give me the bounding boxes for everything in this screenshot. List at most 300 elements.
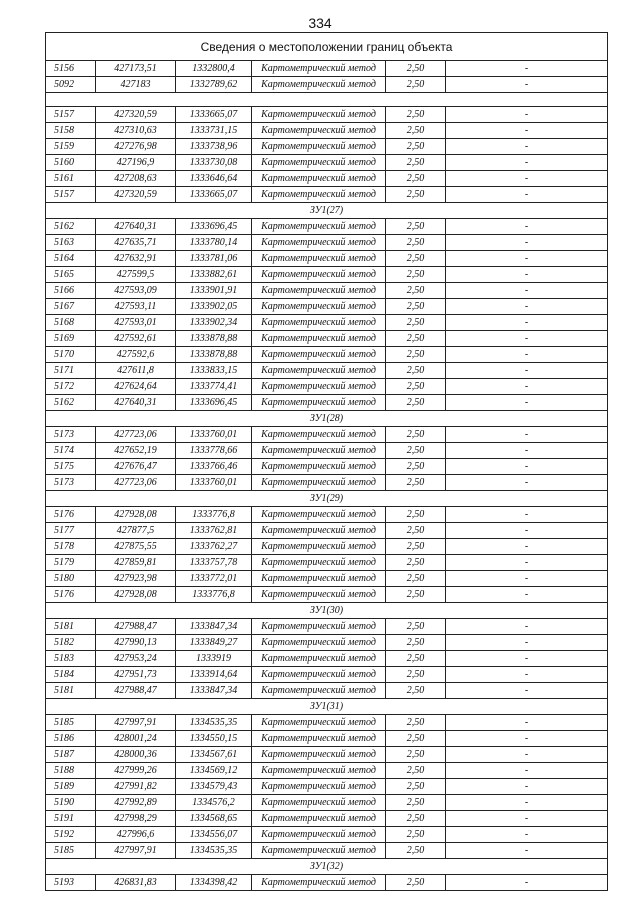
method-cell: Картометрический метод: [252, 107, 386, 123]
x-coordinate-cell: 427923,98: [96, 571, 176, 587]
accuracy-cell: 2,50: [386, 61, 446, 77]
x-coordinate-cell: 427635,71: [96, 235, 176, 251]
table-row: [46, 715, 608, 731]
method-cell: Картометрический метод: [252, 827, 386, 843]
note-cell: -: [446, 667, 608, 683]
table-row: [46, 587, 608, 603]
y-coordinate-cell: 1333738,96: [176, 139, 252, 155]
table-title-row: [46, 33, 608, 61]
x-coordinate-cell: 427992,89: [96, 795, 176, 811]
note-cell: -: [446, 843, 608, 859]
y-coordinate-cell: 1333762,81: [176, 523, 252, 539]
note-cell: -: [446, 315, 608, 331]
table-title: Сведения о местоположении границ объекта: [46, 33, 608, 61]
note-cell: -: [446, 827, 608, 843]
accuracy-cell: 2,50: [386, 843, 446, 859]
method-cell: Картометрический метод: [252, 523, 386, 539]
method-cell: Картометрический метод: [252, 747, 386, 763]
accuracy-cell: 2,50: [386, 715, 446, 731]
point-id-cell: 5176: [46, 587, 96, 603]
x-coordinate-cell: 427208,63: [96, 171, 176, 187]
accuracy-cell: 2,50: [386, 107, 446, 123]
point-id-cell: 5186: [46, 731, 96, 747]
y-coordinate-cell: 1332789,62: [176, 77, 252, 93]
note-cell: -: [446, 61, 608, 77]
x-coordinate-cell: 427928,08: [96, 507, 176, 523]
accuracy-cell: 2,50: [386, 443, 446, 459]
x-coordinate-cell: 427624,64: [96, 379, 176, 395]
table-row: [46, 523, 608, 539]
method-cell: Картометрический метод: [252, 555, 386, 571]
accuracy-cell: 2,50: [386, 667, 446, 683]
point-id-cell: 5167: [46, 299, 96, 315]
y-coordinate-cell: 1333778,66: [176, 443, 252, 459]
accuracy-cell: 2,50: [386, 811, 446, 827]
y-coordinate-cell: 1333902,05: [176, 299, 252, 315]
method-cell: Картометрический метод: [252, 427, 386, 443]
point-id-cell: 5184: [46, 667, 96, 683]
table-row: [46, 507, 608, 523]
method-cell: Картометрический метод: [252, 77, 386, 93]
y-coordinate-cell: 1333730,08: [176, 155, 252, 171]
point-id-cell: 5190: [46, 795, 96, 811]
note-cell: -: [446, 811, 608, 827]
note-cell: -: [446, 139, 608, 155]
x-coordinate-cell: 427611,8: [96, 363, 176, 379]
y-coordinate-cell: 1333849,27: [176, 635, 252, 651]
point-id-cell: 5163: [46, 235, 96, 251]
x-coordinate-cell: 427998,29: [96, 811, 176, 827]
point-id-cell: 5183: [46, 651, 96, 667]
point-id-cell: 5170: [46, 347, 96, 363]
note-cell: -: [446, 155, 608, 171]
note-cell: -: [446, 875, 608, 891]
accuracy-cell: 2,50: [386, 219, 446, 235]
point-id-cell: 5173: [46, 475, 96, 491]
method-cell: Картометрический метод: [252, 475, 386, 491]
method-cell: Картометрический метод: [252, 331, 386, 347]
x-coordinate-cell: 427875,55: [96, 539, 176, 555]
method-cell: Картометрический метод: [252, 395, 386, 411]
accuracy-cell: 2,50: [386, 779, 446, 795]
x-coordinate-cell: 427988,47: [96, 619, 176, 635]
method-cell: Картометрический метод: [252, 61, 386, 77]
accuracy-cell: 2,50: [386, 123, 446, 139]
table-row: [46, 443, 608, 459]
method-cell: Картометрический метод: [252, 715, 386, 731]
section-header-row: [46, 203, 608, 219]
method-cell: Картометрический метод: [252, 267, 386, 283]
x-coordinate-cell: 428000,36: [96, 747, 176, 763]
y-coordinate-cell: 1333878,88: [176, 347, 252, 363]
table-row: [46, 107, 608, 123]
section-label: ЗУ1(30): [46, 603, 608, 619]
point-id-cell: 5158: [46, 123, 96, 139]
table-row: [46, 619, 608, 635]
x-coordinate-cell: 427593,11: [96, 299, 176, 315]
y-coordinate-cell: 1333776,8: [176, 587, 252, 603]
point-id-cell: 5162: [46, 219, 96, 235]
point-id-cell: 5164: [46, 251, 96, 267]
y-coordinate-cell: 1334398,42: [176, 875, 252, 891]
boundary-coordinates-table: [45, 32, 608, 891]
accuracy-cell: 2,50: [386, 651, 446, 667]
y-coordinate-cell: 1334556,07: [176, 827, 252, 843]
accuracy-cell: 2,50: [386, 347, 446, 363]
method-cell: Картометрический метод: [252, 875, 386, 891]
table-row: [46, 667, 608, 683]
method-cell: Картометрический метод: [252, 315, 386, 331]
note-cell: -: [446, 123, 608, 139]
accuracy-cell: 2,50: [386, 475, 446, 491]
x-coordinate-cell: 427593,09: [96, 283, 176, 299]
x-coordinate-cell: 427320,59: [96, 107, 176, 123]
table-row: [46, 843, 608, 859]
table-row: [46, 283, 608, 299]
y-coordinate-cell: 1333776,8: [176, 507, 252, 523]
method-cell: Картометрический метод: [252, 123, 386, 139]
table-row: [46, 379, 608, 395]
y-coordinate-cell: 1333781,06: [176, 251, 252, 267]
method-cell: Картометрический метод: [252, 731, 386, 747]
note-cell: -: [446, 299, 608, 315]
section-header-row: [46, 603, 608, 619]
x-coordinate-cell: 427183: [96, 77, 176, 93]
point-id-cell: 5176: [46, 507, 96, 523]
method-cell: Картометрический метод: [252, 683, 386, 699]
point-id-cell: 5174: [46, 443, 96, 459]
accuracy-cell: 2,50: [386, 875, 446, 891]
x-coordinate-cell: 427991,82: [96, 779, 176, 795]
table-row: [46, 171, 608, 187]
y-coordinate-cell: 1333901,91: [176, 283, 252, 299]
method-cell: Картометрический метод: [252, 235, 386, 251]
note-cell: -: [446, 235, 608, 251]
point-id-cell: 5092: [46, 77, 96, 93]
x-coordinate-cell: 427593,01: [96, 315, 176, 331]
x-coordinate-cell: 427988,47: [96, 683, 176, 699]
note-cell: -: [446, 779, 608, 795]
accuracy-cell: 2,50: [386, 539, 446, 555]
y-coordinate-cell: 1333760,01: [176, 427, 252, 443]
accuracy-cell: 2,50: [386, 459, 446, 475]
section-header-row: [46, 699, 608, 715]
accuracy-cell: 2,50: [386, 555, 446, 571]
section-header-row: [46, 491, 608, 507]
note-cell: -: [446, 459, 608, 475]
y-coordinate-cell: 1333696,45: [176, 219, 252, 235]
table-row: [46, 763, 608, 779]
note-cell: -: [446, 443, 608, 459]
accuracy-cell: 2,50: [386, 587, 446, 603]
y-coordinate-cell: 1332800,4: [176, 61, 252, 77]
x-coordinate-cell: 427928,08: [96, 587, 176, 603]
method-cell: Картометрический метод: [252, 299, 386, 315]
x-coordinate-cell: 427997,91: [96, 843, 176, 859]
blank-row: [46, 93, 608, 107]
section-label: ЗУ1(28): [46, 411, 608, 427]
method-cell: Картометрический метод: [252, 507, 386, 523]
note-cell: -: [446, 587, 608, 603]
y-coordinate-cell: 1334535,35: [176, 715, 252, 731]
x-coordinate-cell: 427599,5: [96, 267, 176, 283]
note-cell: -: [446, 763, 608, 779]
x-coordinate-cell: 427592,61: [96, 331, 176, 347]
accuracy-cell: 2,50: [386, 827, 446, 843]
point-id-cell: 5156: [46, 61, 96, 77]
table-row: [46, 475, 608, 491]
method-cell: Картометрический метод: [252, 795, 386, 811]
accuracy-cell: 2,50: [386, 731, 446, 747]
method-cell: Картометрический метод: [252, 363, 386, 379]
note-cell: -: [446, 571, 608, 587]
method-cell: Картометрический метод: [252, 571, 386, 587]
point-id-cell: 5185: [46, 715, 96, 731]
y-coordinate-cell: 1333665,07: [176, 187, 252, 203]
note-cell: -: [446, 219, 608, 235]
y-coordinate-cell: 1334550,15: [176, 731, 252, 747]
y-coordinate-cell: 1334569,12: [176, 763, 252, 779]
table-row: [46, 811, 608, 827]
table-row: [46, 251, 608, 267]
y-coordinate-cell: 1334576,2: [176, 795, 252, 811]
y-coordinate-cell: 1333665,07: [176, 107, 252, 123]
y-coordinate-cell: 1333847,34: [176, 683, 252, 699]
x-coordinate-cell: 427859,81: [96, 555, 176, 571]
y-coordinate-cell: 1333847,34: [176, 619, 252, 635]
y-coordinate-cell: 1333919: [176, 651, 252, 667]
note-cell: -: [446, 683, 608, 699]
table-row: [46, 155, 608, 171]
point-id-cell: 5181: [46, 683, 96, 699]
x-coordinate-cell: 427877,5: [96, 523, 176, 539]
note-cell: -: [446, 747, 608, 763]
point-id-cell: 5180: [46, 571, 96, 587]
y-coordinate-cell: 1334567,61: [176, 747, 252, 763]
x-coordinate-cell: 427999,26: [96, 763, 176, 779]
x-coordinate-cell: 427951,73: [96, 667, 176, 683]
accuracy-cell: 2,50: [386, 683, 446, 699]
x-coordinate-cell: 427997,91: [96, 715, 176, 731]
accuracy-cell: 2,50: [386, 251, 446, 267]
note-cell: -: [446, 427, 608, 443]
note-cell: -: [446, 363, 608, 379]
table-row: [46, 779, 608, 795]
blank-cell: [46, 93, 608, 107]
accuracy-cell: 2,50: [386, 635, 446, 651]
table-row: [46, 187, 608, 203]
note-cell: -: [446, 171, 608, 187]
method-cell: Картометрический метод: [252, 619, 386, 635]
note-cell: -: [446, 77, 608, 93]
table-row: [46, 875, 608, 891]
y-coordinate-cell: 1334568,65: [176, 811, 252, 827]
accuracy-cell: 2,50: [386, 155, 446, 171]
table-row: [46, 315, 608, 331]
note-cell: -: [446, 795, 608, 811]
y-coordinate-cell: 1333780,14: [176, 235, 252, 251]
accuracy-cell: 2,50: [386, 139, 446, 155]
point-id-cell: 5192: [46, 827, 96, 843]
point-id-cell: 5159: [46, 139, 96, 155]
table-row: [46, 219, 608, 235]
note-cell: -: [446, 555, 608, 571]
x-coordinate-cell: 427592,6: [96, 347, 176, 363]
point-id-cell: 5181: [46, 619, 96, 635]
x-coordinate-cell: 427652,19: [96, 443, 176, 459]
table-row: [46, 267, 608, 283]
accuracy-cell: 2,50: [386, 379, 446, 395]
point-id-cell: 5166: [46, 283, 96, 299]
point-id-cell: 5173: [46, 427, 96, 443]
table-row: [46, 331, 608, 347]
x-coordinate-cell: 427310,63: [96, 123, 176, 139]
point-id-cell: 5162: [46, 395, 96, 411]
table-row: [46, 683, 608, 699]
table-row: [46, 235, 608, 251]
table-row: [46, 795, 608, 811]
point-id-cell: 5157: [46, 107, 96, 123]
accuracy-cell: 2,50: [386, 619, 446, 635]
x-coordinate-cell: 427196,9: [96, 155, 176, 171]
method-cell: Картометрический метод: [252, 843, 386, 859]
y-coordinate-cell: 1333772,01: [176, 571, 252, 587]
accuracy-cell: 2,50: [386, 523, 446, 539]
table-row: [46, 123, 608, 139]
accuracy-cell: 2,50: [386, 171, 446, 187]
point-id-cell: 5189: [46, 779, 96, 795]
y-coordinate-cell: 1333833,15: [176, 363, 252, 379]
y-coordinate-cell: 1333902,34: [176, 315, 252, 331]
method-cell: Картометрический метод: [252, 443, 386, 459]
method-cell: Картометрический метод: [252, 539, 386, 555]
y-coordinate-cell: 1333760,01: [176, 475, 252, 491]
table-row: [46, 651, 608, 667]
note-cell: -: [446, 251, 608, 267]
section-label: ЗУ1(32): [46, 859, 608, 875]
accuracy-cell: 2,50: [386, 235, 446, 251]
section-header-row: [46, 411, 608, 427]
note-cell: -: [446, 331, 608, 347]
point-id-cell: 5188: [46, 763, 96, 779]
table-row: [46, 555, 608, 571]
point-id-cell: 5191: [46, 811, 96, 827]
accuracy-cell: 2,50: [386, 283, 446, 299]
table-row: [46, 571, 608, 587]
table-row: [46, 61, 608, 77]
point-id-cell: 5165: [46, 267, 96, 283]
accuracy-cell: 2,50: [386, 267, 446, 283]
y-coordinate-cell: 1333646,64: [176, 171, 252, 187]
accuracy-cell: 2,50: [386, 571, 446, 587]
y-coordinate-cell: 1333882,61: [176, 267, 252, 283]
x-coordinate-cell: 427276,98: [96, 139, 176, 155]
method-cell: Картометрический метод: [252, 283, 386, 299]
table-row: [46, 299, 608, 315]
x-coordinate-cell: 426831,83: [96, 875, 176, 891]
point-id-cell: 5172: [46, 379, 96, 395]
accuracy-cell: 2,50: [386, 187, 446, 203]
note-cell: -: [446, 731, 608, 747]
method-cell: Картометрический метод: [252, 251, 386, 267]
note-cell: -: [446, 651, 608, 667]
y-coordinate-cell: 1333914,64: [176, 667, 252, 683]
accuracy-cell: 2,50: [386, 331, 446, 347]
x-coordinate-cell: 427996,6: [96, 827, 176, 843]
x-coordinate-cell: 427676,47: [96, 459, 176, 475]
point-id-cell: 5161: [46, 171, 96, 187]
table-row: [46, 539, 608, 555]
method-cell: Картометрический метод: [252, 187, 386, 203]
note-cell: -: [446, 619, 608, 635]
method-cell: Картометрический метод: [252, 347, 386, 363]
point-id-cell: 5171: [46, 363, 96, 379]
method-cell: Картометрический метод: [252, 635, 386, 651]
note-cell: -: [446, 539, 608, 555]
y-coordinate-cell: 1333731,15: [176, 123, 252, 139]
method-cell: Картометрический метод: [252, 779, 386, 795]
point-id-cell: 5187: [46, 747, 96, 763]
x-coordinate-cell: 427320,59: [96, 187, 176, 203]
method-cell: Картометрический метод: [252, 139, 386, 155]
y-coordinate-cell: 1333878,88: [176, 331, 252, 347]
x-coordinate-cell: 427990,13: [96, 635, 176, 651]
accuracy-cell: 2,50: [386, 795, 446, 811]
x-coordinate-cell: 427632,91: [96, 251, 176, 267]
note-cell: -: [446, 715, 608, 731]
accuracy-cell: 2,50: [386, 427, 446, 443]
x-coordinate-cell: 427723,06: [96, 427, 176, 443]
note-cell: -: [446, 635, 608, 651]
note-cell: -: [446, 475, 608, 491]
accuracy-cell: 2,50: [386, 395, 446, 411]
accuracy-cell: 2,50: [386, 507, 446, 523]
point-id-cell: 5182: [46, 635, 96, 651]
note-cell: -: [446, 395, 608, 411]
table-row: [46, 747, 608, 763]
section-label: ЗУ1(29): [46, 491, 608, 507]
point-id-cell: 5178: [46, 539, 96, 555]
note-cell: -: [446, 507, 608, 523]
section-label: ЗУ1(27): [46, 203, 608, 219]
y-coordinate-cell: 1333774,41: [176, 379, 252, 395]
point-id-cell: 5160: [46, 155, 96, 171]
table-row: [46, 827, 608, 843]
method-cell: Картометрический метод: [252, 155, 386, 171]
x-coordinate-cell: 427640,31: [96, 219, 176, 235]
point-id-cell: 5175: [46, 459, 96, 475]
table-row: [46, 363, 608, 379]
x-coordinate-cell: 427723,06: [96, 475, 176, 491]
method-cell: Картометрический метод: [252, 667, 386, 683]
point-id-cell: 5193: [46, 875, 96, 891]
x-coordinate-cell: 427173,51: [96, 61, 176, 77]
point-id-cell: 5169: [46, 331, 96, 347]
table-row: [46, 347, 608, 363]
x-coordinate-cell: 427953,24: [96, 651, 176, 667]
accuracy-cell: 2,50: [386, 315, 446, 331]
method-cell: Картометрический метод: [252, 459, 386, 475]
x-coordinate-cell: 427640,31: [96, 395, 176, 411]
x-coordinate-cell: 428001,24: [96, 731, 176, 747]
accuracy-cell: 2,50: [386, 363, 446, 379]
method-cell: Картометрический метод: [252, 587, 386, 603]
note-cell: -: [446, 283, 608, 299]
table-row: [46, 731, 608, 747]
note-cell: -: [446, 107, 608, 123]
method-cell: Картометрический метод: [252, 379, 386, 395]
table-row: [46, 395, 608, 411]
